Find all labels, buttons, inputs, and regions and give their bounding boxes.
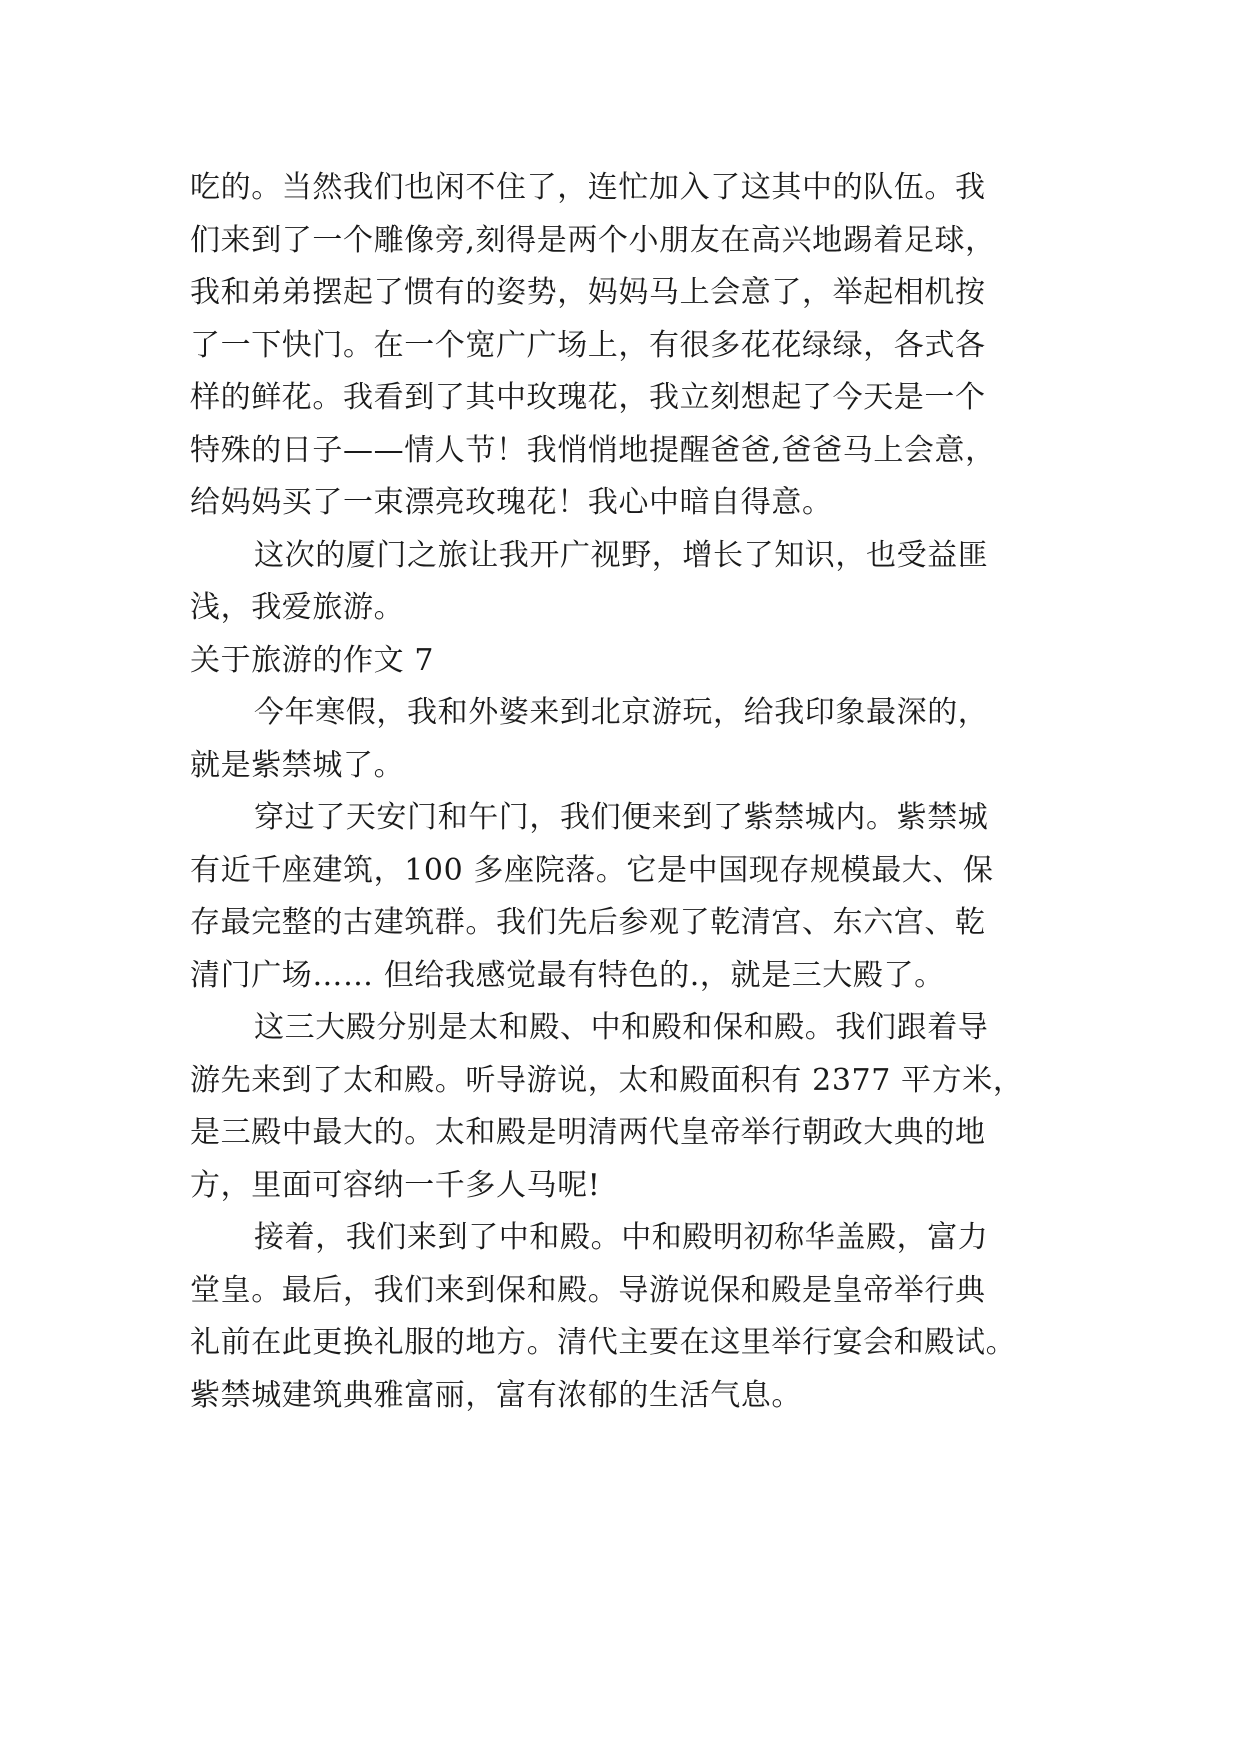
text-line: 是三殿中最大的。太和殿是明清两代皇帝举行朝政大典的地 [190, 1115, 986, 1150]
text-line: 了一下快门。在一个宽广广场上，有很多花花绿绿，各式各 [190, 327, 986, 363]
text-line: 样的鲜花。我看到了其中玫瑰花，我立刻想起了今天是一个 [190, 380, 986, 415]
paragraph-first-line: 穿过了天安门和午门，我们便来到了紫禁城内。紫禁城 [254, 800, 989, 835]
text-line: 我和弟弟摆起了惯有的姿势，妈妈马上会意了，举起相机按 [190, 275, 986, 310]
paragraph-first-line: 这三大殿分别是太和殿、中和殿和保和殿。我们跟着导 [254, 1010, 989, 1045]
text-line: 存最完整的古建筑群。我们先后参观了乾清宫、东六宫、乾 [190, 905, 986, 940]
paragraph-first-line: 接着，我们来到了中和殿。中和殿明初称华盖殿，富力 [254, 1220, 989, 1255]
document-body [190, 162, 1090, 1422]
text-line: 堂皇。最后，我们来到保和殿。导游说保和殿是皇帝举行典 [190, 1272, 986, 1308]
text-line: 游先来到了太和殿。听导游说，太和殿面积有 2377 平方米， [190, 1062, 1024, 1098]
text-line: 礼前在此更换礼服的地方。清代主要在这里举行宴会和殿试。 [190, 1325, 1017, 1360]
paragraph-first-line: 今年寒假，我和外婆来到北京游玩，给我印象最深的， [254, 695, 989, 730]
text-line: 方，里面可容纳一千多人马呢! [190, 1167, 601, 1203]
text-line: 浅，我爱旅游。 [190, 590, 405, 625]
text-line: 紫禁城建筑典雅富丽，富有浓郁的生活气息。 [190, 1377, 802, 1413]
section-heading: 关于旅游的作文 7 [190, 642, 435, 678]
text-line: 们来到了一个雕像旁,刻得是两个小朋友在高兴地踢着足球， [190, 222, 996, 258]
text-line: 特殊的日子——情人节！我悄悄地提醒爸爸,爸爸马上会意， [190, 432, 996, 468]
text-line: 有近千座建筑，100 多座院落。它是中国现存规模最大、保 [190, 852, 994, 888]
text-line: 给妈妈买了一束漂亮玫瑰花！我心中暗自得意。 [190, 485, 833, 520]
paragraph-first-line: 这次的厦门之旅让我开广视野，增长了知识，也受益匪 [254, 537, 989, 573]
text-line: 清门广场…… 但给我感觉最有特色的.，就是三大殿了。 [190, 957, 945, 993]
text-line: 就是紫禁城了。 [190, 747, 405, 783]
text-line: 吃的。当然我们也闲不住了，连忙加入了这其中的队伍。我 [190, 170, 986, 205]
